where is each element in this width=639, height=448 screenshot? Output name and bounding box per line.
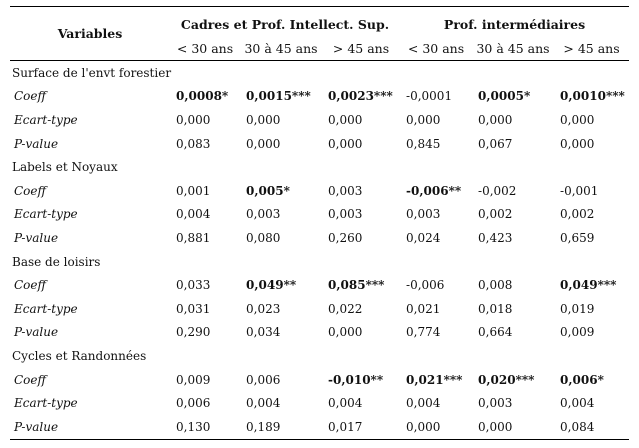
row-label: P-value xyxy=(14,325,59,340)
table-cell: 0,000 xyxy=(246,112,281,127)
age-header: 30 à 45 ans xyxy=(244,40,318,56)
table-row xyxy=(10,415,629,439)
table-cell: 0,000 xyxy=(328,325,363,340)
table-cell: 0,006* xyxy=(560,372,604,387)
table-row xyxy=(10,132,629,156)
table-cell: 0,881 xyxy=(176,230,211,245)
age-header: 30 à 45 ans xyxy=(476,40,550,56)
table-cell: -0,006 xyxy=(406,278,445,293)
table-cell: -0,010** xyxy=(328,372,384,387)
table-cell: 0,004 xyxy=(246,396,281,411)
table-cell: -0,0001 xyxy=(406,89,453,104)
table-cell: 0,017 xyxy=(328,419,363,434)
variables-header: Variables xyxy=(57,26,123,41)
age-header: > 45 ans xyxy=(332,40,390,56)
table-cell: 0,023 xyxy=(246,301,281,316)
table-cell: 0,004 xyxy=(560,396,595,411)
age-header: > 45 ans xyxy=(563,40,620,56)
section-title: Base de loisirs xyxy=(12,254,101,269)
section-title-row xyxy=(10,250,629,274)
table-cell: 0,024 xyxy=(406,230,441,245)
table-cell: 0,006 xyxy=(176,396,211,411)
section-title-row xyxy=(10,61,629,85)
table-cell: 0,049** xyxy=(246,278,297,293)
table-cell: 0,084 xyxy=(560,419,595,434)
table-cell: 0,021*** xyxy=(406,372,463,387)
table-cell: 0,004 xyxy=(406,396,441,411)
table-cell: 0,003 xyxy=(406,207,441,222)
table-cell: 0,001 xyxy=(176,183,211,198)
table-row xyxy=(10,297,629,321)
table-cell: 0,033 xyxy=(176,278,211,293)
row-label: P-value xyxy=(14,136,59,151)
section-title: Labels et Noyaux xyxy=(12,160,118,175)
table-cell: 0,000 xyxy=(478,112,513,127)
table-cell: 0,000 xyxy=(328,136,363,151)
row-label: Ecart-type xyxy=(14,396,78,411)
table-cell: 0,022 xyxy=(328,301,363,316)
regression-results-table xyxy=(10,6,629,440)
group-header-prof-intermediaires: Prof. intermédiaires xyxy=(443,16,586,32)
table-row xyxy=(10,321,629,345)
table-cell: 0,049*** xyxy=(560,278,617,293)
table-cell: 0,423 xyxy=(478,230,513,245)
table-cell: 0,000 xyxy=(478,419,513,434)
table-cell: 0,845 xyxy=(406,136,441,151)
table-cell: 0,019 xyxy=(560,301,595,316)
table-row xyxy=(10,108,629,132)
table-cell: 0,659 xyxy=(560,230,595,245)
row-label: Coeff xyxy=(14,89,47,104)
regression-results-table-container xyxy=(10,6,629,440)
table-cell: 0,009 xyxy=(560,325,595,340)
table-cell: 0,031 xyxy=(176,301,211,316)
row-label: Coeff xyxy=(14,278,47,293)
table-row xyxy=(10,85,629,109)
table-cell: 0,774 xyxy=(406,325,441,340)
table-body xyxy=(10,61,629,440)
table-cell: 0,018 xyxy=(478,301,513,316)
table-cell: 0,080 xyxy=(246,230,281,245)
table-cell: 0,083 xyxy=(176,136,211,151)
table-cell: 0,003 xyxy=(246,207,281,222)
age-header: < 30 ans xyxy=(407,40,465,56)
table-cell: 0,003 xyxy=(328,183,363,198)
table-cell: 0,664 xyxy=(478,325,513,340)
header-row-groups xyxy=(10,7,629,37)
table-cell: 0,000 xyxy=(560,112,595,127)
row-label: P-value xyxy=(14,419,59,434)
table-cell: 0,0010*** xyxy=(560,89,625,104)
table-row xyxy=(10,368,629,392)
table-cell: -0,002 xyxy=(478,183,517,198)
table-cell: 0,005* xyxy=(246,183,290,198)
table-cell: 0,006 xyxy=(246,372,281,387)
table-cell: -0,001 xyxy=(560,183,599,198)
table-row xyxy=(10,226,629,250)
table-cell: 0,0005* xyxy=(478,89,531,104)
table-cell: 0,0015*** xyxy=(246,89,311,104)
group-header-cadres: Cadres et Prof. Intellect. Sup. xyxy=(180,16,390,32)
table-cell: 0,021 xyxy=(406,301,441,316)
table-cell: 0,009 xyxy=(176,372,211,387)
row-label: Coeff xyxy=(14,183,47,198)
table-cell: 0,000 xyxy=(560,136,595,151)
age-header: < 30 ans xyxy=(176,40,234,56)
table-cell: 0,003 xyxy=(478,396,513,411)
table-row xyxy=(10,391,629,415)
table-cell: 0,290 xyxy=(176,325,211,340)
section-title-row xyxy=(10,344,629,368)
table-cell: 0,002 xyxy=(478,207,513,222)
table-cell: 0,008 xyxy=(478,278,513,293)
table-cell: 0,000 xyxy=(246,136,281,151)
table-row xyxy=(10,273,629,297)
table-cell: 0,0008* xyxy=(176,89,229,104)
table-cell: 0,067 xyxy=(478,136,513,151)
row-label: Coeff xyxy=(14,372,47,387)
row-label: Ecart-type xyxy=(14,301,78,316)
table-cell: 0,085*** xyxy=(328,278,385,293)
section-title: Surface de l'envt forestier xyxy=(12,65,172,80)
table-cell: -0,006** xyxy=(406,183,462,198)
table-cell: 0,130 xyxy=(176,419,211,434)
table-cell: 0,000 xyxy=(328,112,363,127)
table-cell: 0,002 xyxy=(560,207,595,222)
row-label: Ecart-type xyxy=(14,207,78,222)
table-cell: 0,004 xyxy=(176,207,211,222)
row-label: P-value xyxy=(14,230,59,245)
row-label: Ecart-type xyxy=(14,112,78,127)
section-title: Cycles et Randonnées xyxy=(12,348,147,363)
table-cell: 0,260 xyxy=(328,230,363,245)
table-cell: 0,000 xyxy=(176,112,211,127)
table-cell: 0,0023*** xyxy=(328,89,393,104)
table-row xyxy=(10,179,629,203)
table-cell: 0,189 xyxy=(246,419,281,434)
table-cell: 0,000 xyxy=(406,112,441,127)
table-cell: 0,000 xyxy=(406,419,441,434)
table-cell: 0,020*** xyxy=(478,372,535,387)
table-cell: 0,034 xyxy=(246,325,281,340)
table-row xyxy=(10,203,629,227)
table-cell: 0,003 xyxy=(328,207,363,222)
section-title-row xyxy=(10,155,629,179)
table-cell: 0,004 xyxy=(328,396,363,411)
